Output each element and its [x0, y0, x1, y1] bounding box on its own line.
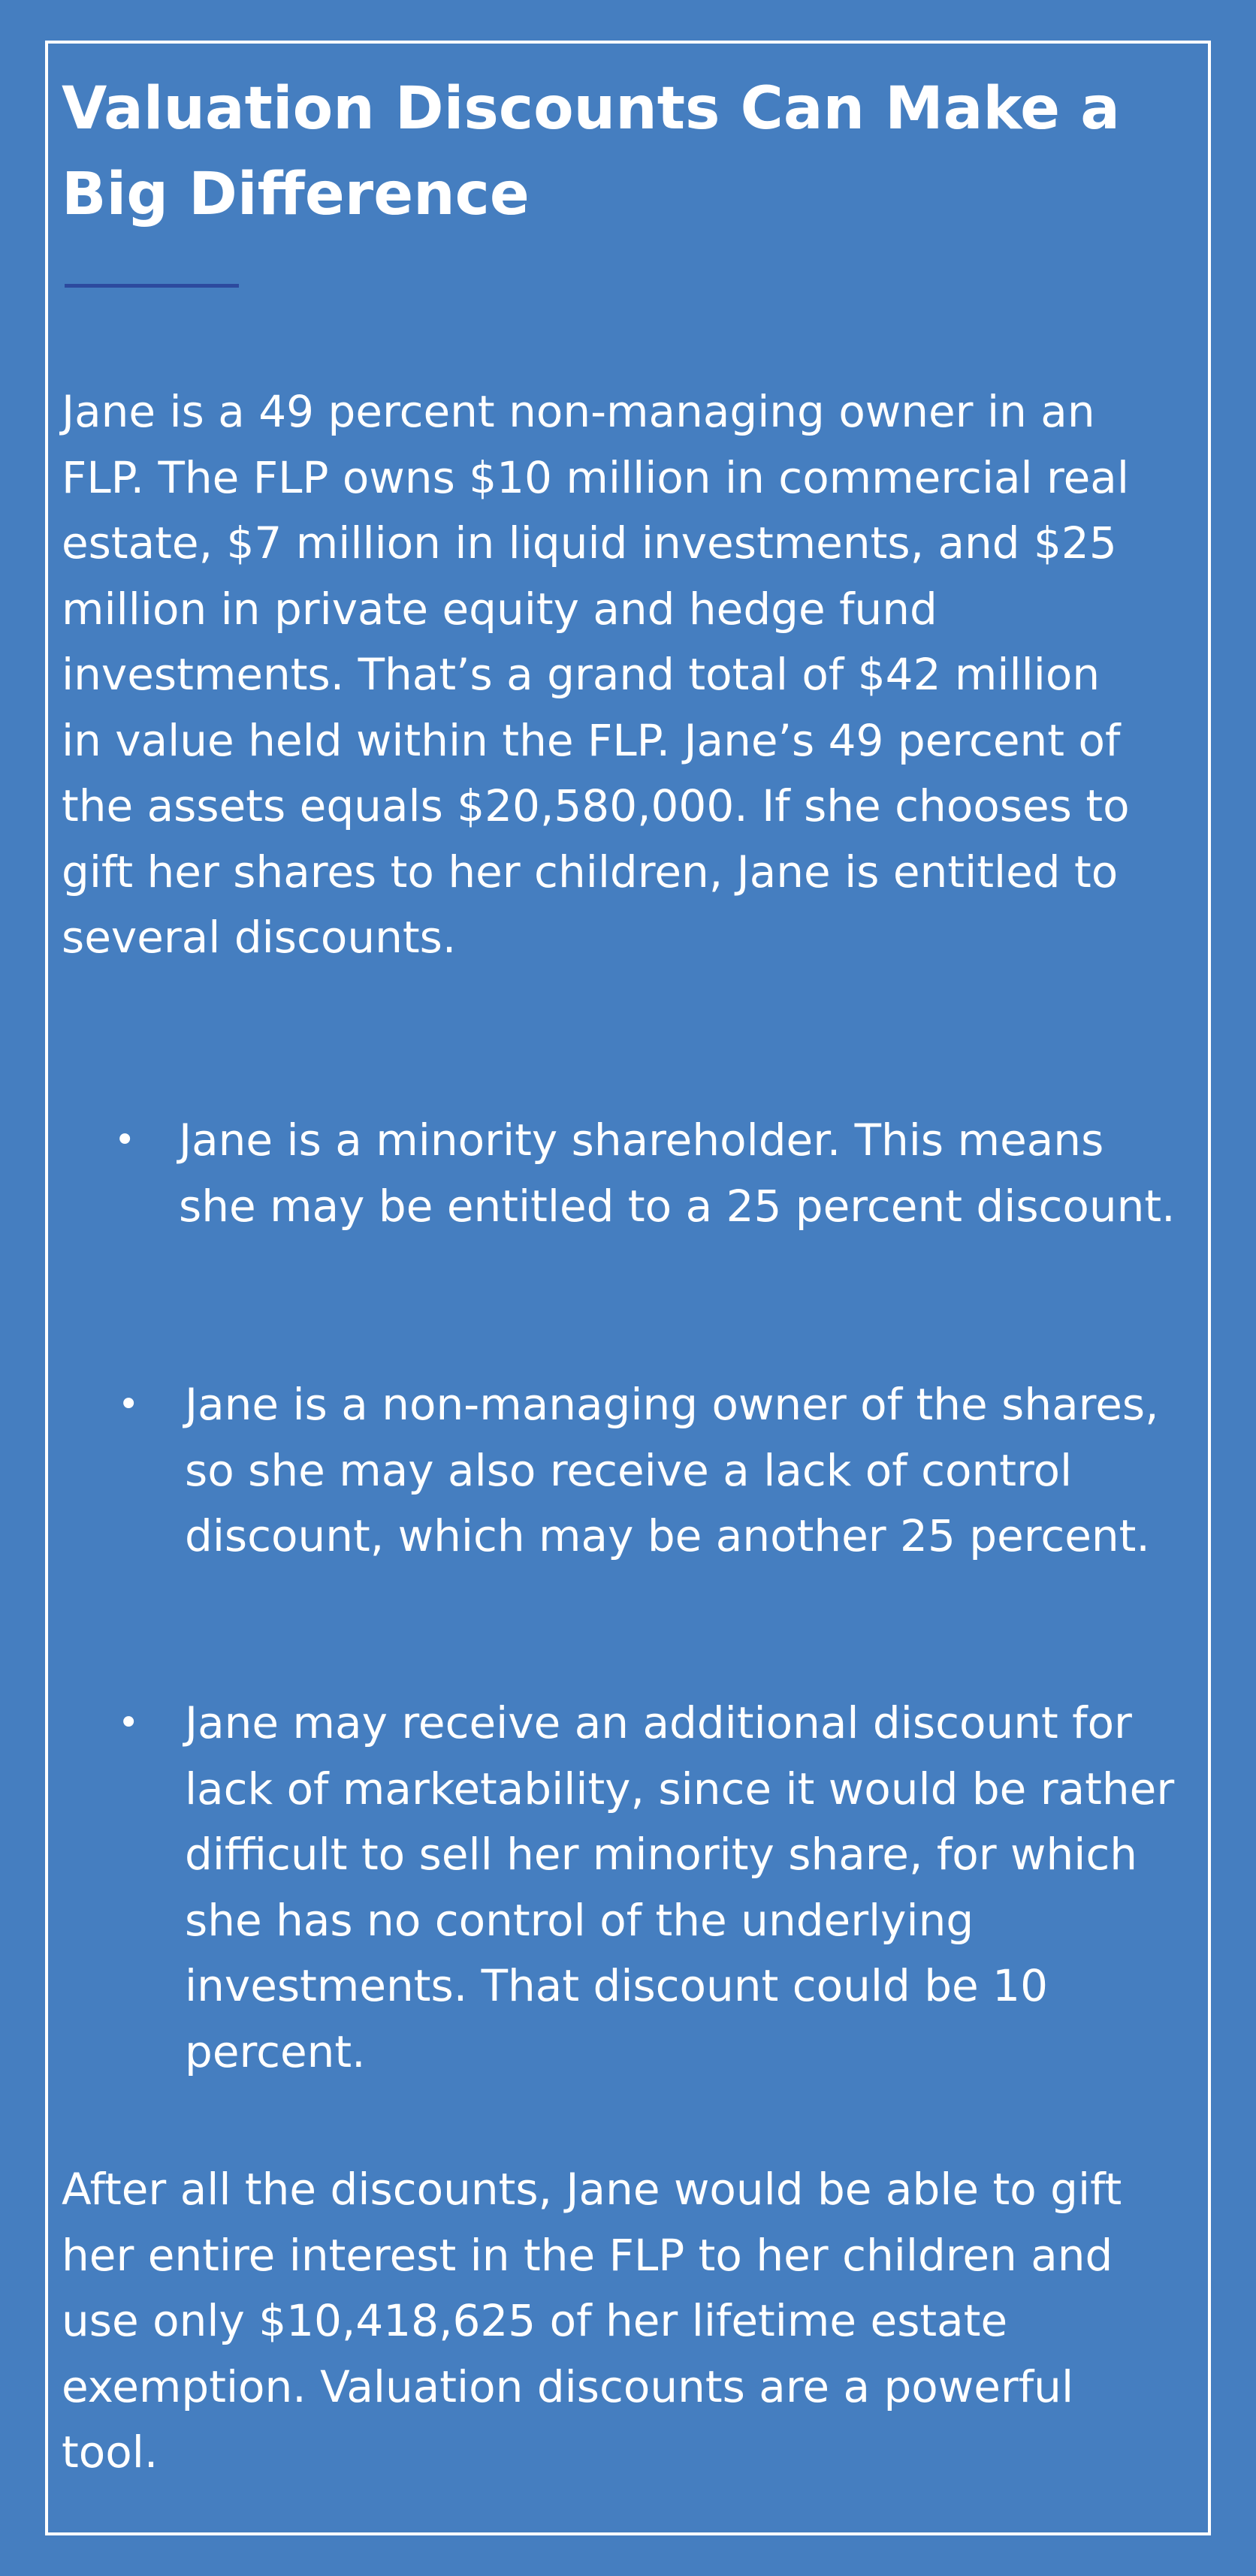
list-item-text: Jane is a non-managing owner of the shares, so she may also receive a lack of control discount, which may be another 25 percent. [185, 1379, 1159, 1561]
bullet-marker: • [114, 1119, 136, 1161]
list-item-text: Jane may receive an additional discount for lack of marketability, since it would be rather difficult to sell her minority share, for which she has no control of the underlying investments. That discount could be 10 percent. [185, 1697, 1175, 2077]
list-item-text: Jane is a minority shareholder. This means she may be entitled to a 25 percent discount. [179, 1115, 1176, 1232]
bullet-marker: • [118, 1383, 140, 1425]
conclusion-paragraph: After all the discounts, Jane would be able to gift her entire interest in the FLP to her children and use only $10,418,625 of her lifetime estate exemption. Valuation discounts are a powerful tool. [62, 2164, 1122, 2478]
bullet-marker: • [118, 1702, 140, 1744]
title-divider [65, 284, 239, 288]
page-title: Valuation Discounts Can Make a Big Difference [62, 75, 1120, 228]
intro-paragraph: Jane is a 49 percent non-managing owner in an FLP. The FLP owns $10 million in commercial real estate, $7 million in liquid investments, and $25 million in private equity and hedge fund investments. That’s a grand total of $42 million in value held within the FLP. Jane’s 49 percent of the assets equals $20,580,000. If she chooses to gift her shares to her children, Jane is entitled to several discounts. [62, 386, 1130, 963]
